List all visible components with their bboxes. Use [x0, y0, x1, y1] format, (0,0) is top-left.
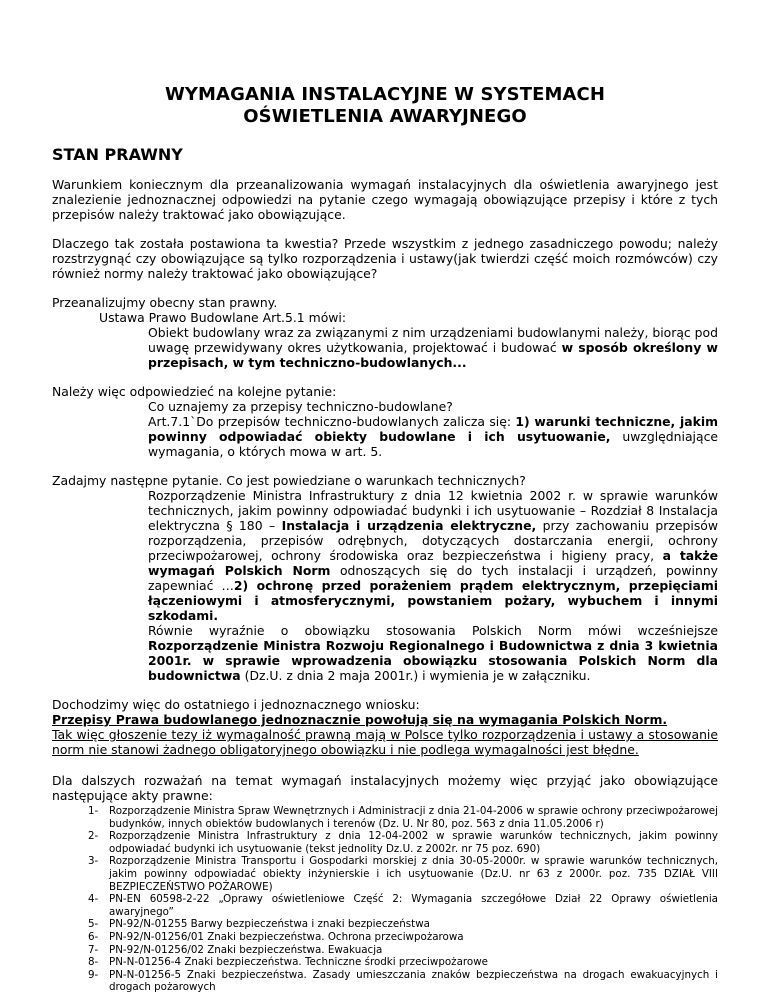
regulation-bold-d: a także wymagań Polskich Norm [148, 548, 718, 578]
regulation-text-a: Rozporządzenie Ministra Infrastruktury z dnia 12 kwietnia 2002 r. w sprawie warunków technicznych, jakim powinny odpowiadać budynki i ich usytuowanie – Rozdział 8 Instalacja elektryczna § 180 – [148, 488, 718, 533]
paragraph-7-underline: Tak więc głoszenie tezy iż wymagalność prawną mają w Polsce tylko rozporządzenia i ustawy a stosowanie norm nie stanowi żadnego obligatoryjnego obowiązku i nie podlega wymagalności jest błędne. [52, 727, 718, 757]
legal-act-number: 8- [88, 956, 99, 969]
paragraph-7-conclusion [52, 712, 718, 727]
paragraph-8-intro: Dla dalszych rozważań na temat wymagań instalacyjnych możemy więc przyjąć jako obowiązujące następujące akty prawne: [52, 773, 718, 803]
paragraph-3-intro: Przeanalizujmy obecny stan prawny. [52, 295, 278, 310]
paragraph-5-regulation [52, 488, 718, 623]
legal-act-text: PN-N-01256-5 Znaki bezpieczeństwa. Zasady umieszczania znaków bezpieczeństwa na drogach ewakuacyjnych i drogach pożarowych [109, 968, 718, 994]
legal-act-text: PN-N-01256-4 Znaki bezpieczeństwa. Techniczne środki przeciwpożarowe [109, 956, 488, 969]
legal-act-number: 6- [88, 930, 99, 943]
quote-text: Obiekt budowlany wraz za związanymi z nim urządzeniami budowlanymi należy, biorąc pod uwagę przewidywany okres użytkowania, projektować i budować [148, 325, 718, 355]
title-line-2: OŚWIETLENIA AWARYJNEGO [243, 106, 527, 127]
p6-text-c: (Dz.U. z dnia 2 maja 2001r.) i wymienia je w załączniku. [240, 668, 591, 683]
paragraph-5-intro: Zadajmy następne pytanie. Co jest powiedziane o warunkach technicznych? [52, 473, 526, 488]
p6-bold-b: Rozporządzenie Ministra Rozwoju Regionalnego i Budownictwa z dnia 3 kwietnia 2001r. w sprawie wprowadzenia obowiązku stosowania Polskich Norm dla budownictwa [148, 638, 718, 683]
article-bold: 1) warunki techniczne, jakim powinny odpowiadać obiekty budowlane i ich usytuowanie, [148, 414, 718, 444]
quote-bold: w sposób określony w przepisach, w tym techniczno-budowlanych... [148, 340, 718, 370]
legal-act-number: 1- [88, 805, 99, 817]
title-line-1: WYMAGANIA INSTALACYJNE W SYSTEMACH [164, 84, 606, 105]
paragraph-3-quote [52, 325, 718, 370]
legal-act-number: 7- [88, 943, 99, 956]
legal-act-item [52, 918, 718, 931]
legal-act-number: 5- [88, 918, 99, 931]
p6-text-a: Równie wyraźnie o obowiązku stosowania Polskich Norm mówi wcześniejsze [148, 623, 718, 638]
document-title [52, 84, 718, 128]
paragraph-1: Warunkiem koniecznym dla przeanalizowania wymagań instalacyjnych dla oświetlenia awaryjnego jest znalezienie jednoznacznej odpowiedzi na pytanie czego wymagają obowiązujące przepisy i które z tych przepisów należy traktować jako obowiązujące. [52, 177, 718, 222]
regulation-text-c: przy zachowaniu przepisów rozporządzenia, przepisów odrębnych, dotyczących dostarczania energii, ochrony przeciwpożarowej, ochrony środowiska oraz bezpieczeństwa i higieny pracy, [148, 518, 718, 563]
legal-act-item [52, 805, 718, 830]
paragraph-7-intro: Dochodzimy więc do ostatniego i jednoznacznego wniosku: [52, 697, 420, 712]
legal-act-item [52, 944, 718, 957]
paragraph-4-question: Co uznajemy za przepisy techniczno-budowlane? [148, 399, 453, 414]
legal-act-text: PN-92/N-01256/02 Znaki bezpieczeństwa. Ewakuacja [109, 943, 383, 956]
conclusion-bold: Przepisy Prawa budowlanego jednoznacznie powołują się na wymagania Polskich Norm. [52, 712, 668, 727]
regulation-text-e: odnoszących się do tych instalacji i urządzeń, powinny zapewniać … [148, 563, 719, 593]
legal-act-number: 3- [88, 855, 99, 868]
paragraph-4-article [52, 414, 718, 459]
legal-act-text: Rozporządzenie Ministra Spraw Wewnętrznych i Administracji z dnia 21-04-2006 w sprawie ochrony przeciwpożarowej budynków, innych obiektów budowlanych i terenów (Dz. U. Nr 80, poz. 563 z dnia 11.05.2006 r) [109, 805, 718, 830]
regulation-bold-b: Instalacja i urządzenia elektryczne, [281, 518, 537, 533]
legal-acts-list [52, 805, 718, 994]
article-tail: uwzględniające wymagania, o których mowa w art. 5. [148, 429, 719, 459]
paragraph-2: Dlaczego tak została postawiona ta kwestia? Przede wszystkim z jednego zasadniczego powodu; należy rozstrzygnąć czy obowiązujące są tylko rozporządzenia i ustawy(jak twierdzi część moich rozmówców) czy również normy należy traktować jako obowiązujące? [52, 236, 718, 281]
legal-act-text: Rozporządzenie Ministra Infrastruktury z dnia 12-04-2002 w sprawie warunków technicznych, jakim powinny odpowiadać budynki ich usytuowanie (tekst jednolity Dz.U. z 2002r. nr 75 poz. 690) [109, 830, 718, 855]
legal-act-item [52, 830, 718, 855]
legal-act-text: Rozporządzenie Ministra Transportu i Gospodarki morskiej z dnia 30-05-2000r. w sprawie warunków technicznych, jakim powinny odpowiadać obiekty inżynierskie i ich usytuowanie (Dz.U. nr 63 z 2000r. poz. 735 DZIAŁ VIII BEZPIECZEŃSTWO POŻAROWE) [109, 855, 718, 893]
legal-act-item [52, 956, 718, 969]
legal-act-item [52, 855, 718, 893]
paragraph-3-law: Ustawa Prawo Budowlane Art.5.1 mówi: [99, 310, 347, 325]
legal-act-item [52, 893, 718, 918]
legal-act-number: 2- [88, 830, 99, 843]
legal-act-number: 4- [88, 893, 99, 906]
regulation-bold-f: 2) ochronę przed porażeniem prądem elektrycznym, przepięciami łączeniowymi i atmosferycznymi, powstaniem pożary, wybuchem i innymi szkodami. [148, 578, 719, 623]
paragraph-4-intro: Należy więc odpowiedzieć na kolejne pytanie: [52, 384, 337, 399]
legal-act-number: 9- [88, 968, 99, 981]
legal-act-text: PN-92/N-01256/01 Znaki bezpieczeństwa. Ochrona przeciwpożarowa [109, 930, 464, 943]
paragraph-6 [52, 623, 718, 683]
legal-act-item [52, 969, 718, 994]
article-text: Art.7.1`Do przepisów techniczno-budowlanych zalicza się: [148, 414, 516, 429]
section-heading: STAN PRAWNY [52, 145, 183, 164]
legal-act-item [52, 931, 718, 944]
legal-act-text: PN-EN 60598-2-22 „Oprawy oświetleniowe Część 2: Wymagania szczegółowe Dział 22 Oprawy oświetlenia awaryjnego” [109, 893, 718, 918]
legal-act-text: PN-92/N-01255 Barwy bezpieczeństwa i znaki bezpieczeństwa [109, 918, 430, 931]
